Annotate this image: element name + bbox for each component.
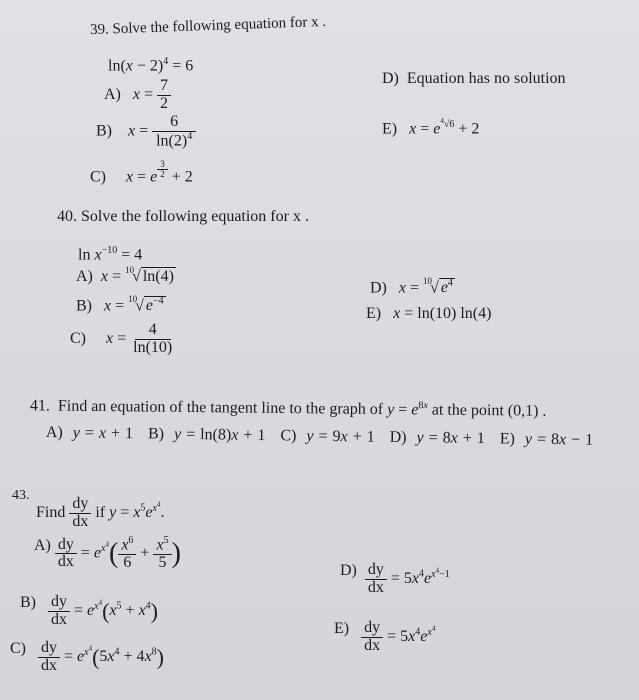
q40-equation: $\ln x^{-10} = 4$ — [78, 245, 143, 264]
q43-a-label: A) — [34, 536, 51, 554]
q43-b-label: B) — [20, 593, 36, 611]
q43-find: Find — [36, 503, 66, 521]
q39-e-label: E) — [382, 120, 398, 138]
q40-option-b: B) x = $^{10}$√ $e^{-4}$ — [76, 294, 164, 315]
q40-b-label: B) — [76, 297, 92, 315]
q43-title: Find $\frac{dy}{dx}$ if $y = x^5e^{x^4}$. — [36, 495, 165, 530]
q41-title: 41. Find an equation of the tangent line to the graph of $y = e^{8x}$ at the point (0,1) . — [29, 397, 547, 420]
q40-c-denominator: ln(10) — [133, 338, 173, 356]
q43-d-label: D) — [340, 561, 357, 579]
q40-option-c: C) x = $\frac{4}{\ln(10)}$ — [70, 322, 175, 357]
q43-option-b: B) $\frac{dy}{dx}$ = $e^{x^4}(x^5 + x^4)$ — [20, 593, 158, 628]
q43-e-label: E) — [334, 619, 350, 637]
q39-a-numerator: 7 — [157, 78, 171, 96]
q40-title: 40. Solve the following equation for x . — [57, 208, 309, 225]
q43-number: 43. — [12, 488, 30, 503]
q43-option-a: A) $\frac{dy}{dx}$ = $e^{x^4}$( $\frac{x^6}{6}$ + $\frac{x^5}{5}$ ) — [34, 535, 181, 572]
q40-c-numerator: 4 — [135, 322, 171, 340]
q43-option-e: E) $\frac{dy}{dx}$ = $5x^4e^{x^4}$ — [334, 619, 436, 654]
q39-option-d — [382, 70, 566, 88]
q39-c-label: C) — [90, 168, 106, 186]
q43-dx: dx — [72, 512, 89, 530]
q39-b-numerator: 6 — [152, 114, 196, 132]
q39-a-denominator: 2 — [160, 94, 169, 112]
q39-d-label: D) — [382, 70, 399, 87]
q40-e-label: E) — [366, 305, 382, 322]
q41-options: A) y = x + 1 B) y = ln(8)x + 1 C) y = 9x + 1 D) y = 8x + 1 E) y = 8x − 1 — [45, 424, 594, 449]
q40-option-d: D) x = $^{10}$√ $e^4$ — [370, 276, 453, 297]
q43-option-d: D) $\frac{dy}{dx}$ = $5x^4e^{x^4-1}$ — [340, 561, 450, 596]
q39-option-b: B) x = $\frac{6}{\ln(2)^4}$ — [96, 114, 196, 150]
q39-option-e: E) $x = e^{^4√6} + 2$ — [382, 117, 480, 138]
q39-option-c: C) x = e $^{\frac{3}{2}}$ + 2 — [90, 159, 193, 186]
q43-c-label: C) — [10, 639, 26, 657]
q40-d-label: D) — [370, 279, 387, 297]
q43-dy: dy — [69, 496, 91, 514]
q40-a-label: A) — [76, 268, 93, 285]
q39-d-text: Equation has no solution — [406, 70, 566, 87]
q43-option-c: C) $\frac{dy}{dx}$ = $e^{x^4}(5x^4 + 4x^8)$ — [10, 639, 164, 674]
q39-b-label: B) — [96, 122, 112, 140]
q40-option-a: A) x = $^{10}$√ ln(4) — [76, 265, 174, 285]
q39-a-label: A) — [104, 85, 121, 103]
q40-option-e: E) x = ln(10) ln(4) — [366, 305, 492, 322]
q40-c-label: C) — [70, 329, 86, 347]
q39-title: 39. Solve the following equation for x . — [89, 13, 327, 39]
q39-equation: $\ln(x - 2)^4 = 6$ — [108, 56, 194, 75]
q39-option-a: A) x = $\frac{7}{2}$ — [104, 78, 171, 113]
